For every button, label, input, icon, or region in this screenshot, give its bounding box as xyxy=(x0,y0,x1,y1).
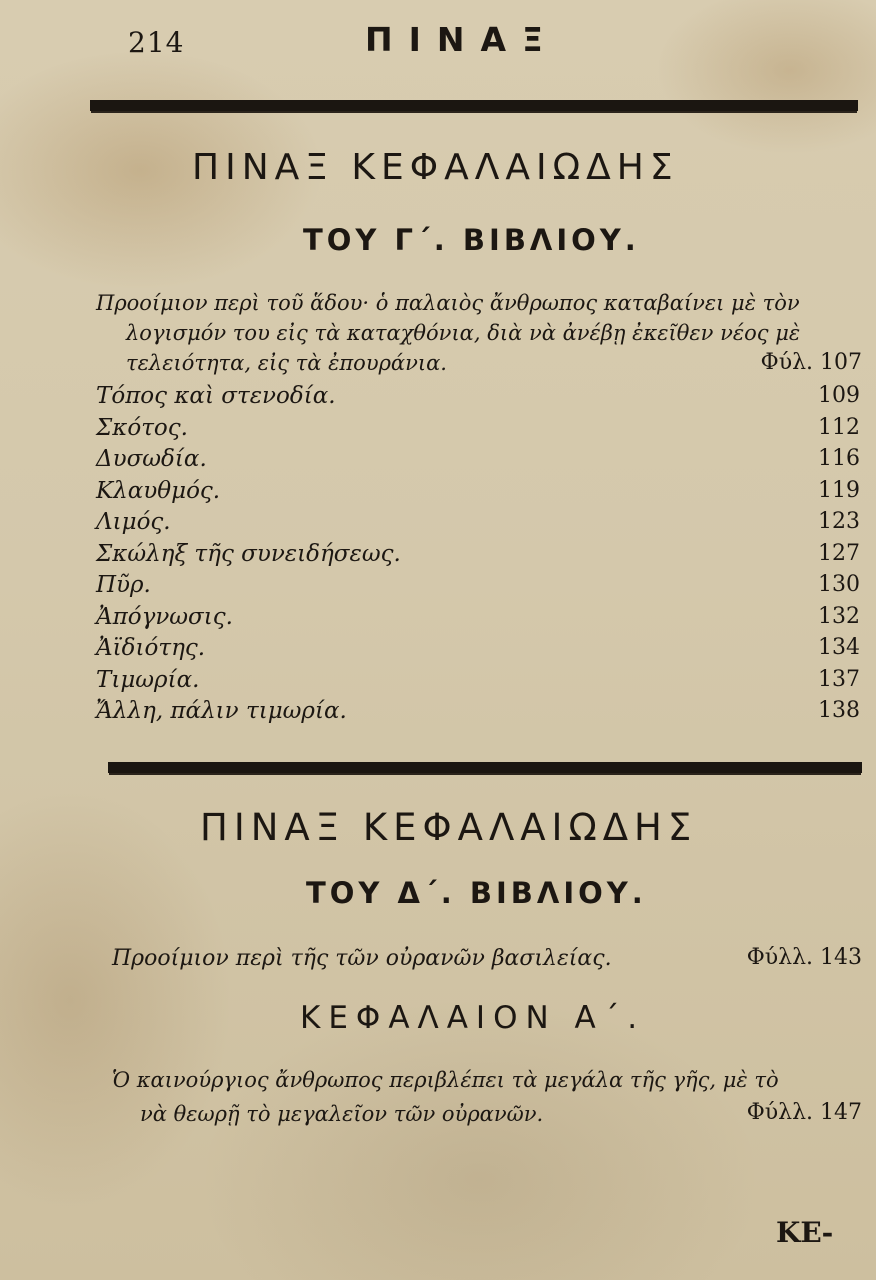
entry-page: 132 xyxy=(818,603,860,629)
list-item xyxy=(96,698,864,730)
book4-intro-folio: Φύλλ. 143 xyxy=(746,945,862,970)
list-item xyxy=(96,509,864,541)
middle-ornamental-rule xyxy=(108,762,862,773)
entry-label: Λιμός. xyxy=(96,509,171,535)
entry-label: Ἄλλη, πάλιν τιμωρία. xyxy=(96,698,347,724)
entry-page: 134 xyxy=(818,635,860,660)
top-ornamental-rule xyxy=(90,100,858,111)
book3-entry-list xyxy=(96,383,864,730)
entry-label: Τόπος καὶ στενοδία. xyxy=(96,383,336,409)
list-item xyxy=(96,383,864,415)
entry-page: 109 xyxy=(818,383,860,408)
entry-page: 119 xyxy=(818,477,860,503)
entry-label: Σκότος. xyxy=(96,414,188,441)
book3-intro-line-1: Προοίμιον περὶ τοῦ ἅδου· ὁ παλαιὸς ἄνθρωπος καταβαίνει μὲ τὸν xyxy=(96,291,800,315)
entry-page: 112 xyxy=(818,414,860,440)
entry-page: 116 xyxy=(818,446,860,471)
entry-page: 127 xyxy=(818,540,860,566)
entry-label: Ἀϊδιότης. xyxy=(96,635,206,661)
entry-label: Ἀπόγνωσις. xyxy=(96,603,233,630)
list-item xyxy=(96,635,864,667)
list-item xyxy=(96,415,864,447)
catchword: ΚΕ- xyxy=(776,1216,834,1249)
page-number: 214 xyxy=(128,26,185,59)
entry-page: 138 xyxy=(818,698,860,723)
book4-title: ΠΙΝΑΞ ΚΕΦΑΛΑΙΩΔΗΣ xyxy=(200,806,698,849)
entry-label: Σκώληξ τῆς συνειδήσεως. xyxy=(96,540,401,567)
list-item xyxy=(96,572,864,604)
chapter-heading: ΚΕΦΑΛΑΙΟΝ Α΄. xyxy=(300,1000,646,1036)
entry-page: 123 xyxy=(818,509,860,534)
book3-subtitle: ΤΟΥ Γ΄. ΒΙΒΛΙΟΥ. xyxy=(303,223,640,257)
running-title: ΠΙΝΑΞ xyxy=(365,20,559,59)
list-item xyxy=(96,478,864,510)
book4-subtitle: ΤΟΥ Δ΄. ΒΙΒΛΙΟΥ. xyxy=(306,876,647,910)
chapter-entry-line-2: νὰ θεωρῇ τὸ μεγαλεῖον τῶν οὐρανῶν. xyxy=(140,1102,544,1126)
entry-label: Δυσωδία. xyxy=(96,446,207,472)
book3-intro-folio: Φύλ. 107 xyxy=(760,350,862,375)
entry-label: Κλαυθμός. xyxy=(96,477,221,504)
entry-label: Πῦρ. xyxy=(96,572,151,598)
book3-intro-line-3: τελειότητα, εἰς τὰ ἐπουράνια. xyxy=(126,351,447,375)
book3-intro-line-2: λογισμόν του εἰς τὰ καταχθόνια, διὰ νὰ ἀνέβῃ ἐκεῖθεν νέος μὲ xyxy=(126,321,801,345)
entry-page: 137 xyxy=(818,666,860,692)
entry-label: Τιμωρία. xyxy=(96,666,200,693)
list-item xyxy=(96,604,864,636)
list-item xyxy=(96,446,864,478)
chapter-entry-folio: Φύλλ. 147 xyxy=(746,1100,862,1125)
book4-intro-text: Προοίμιον περὶ τῆς τῶν οὐρανῶν βασιλείας. xyxy=(112,946,612,971)
entry-page: 130 xyxy=(818,572,860,597)
list-item xyxy=(96,667,864,699)
list-item xyxy=(96,541,864,573)
book3-title: ΠΙΝΑΞ ΚΕΦΑΛΑΙΩΔΗΣ xyxy=(192,147,679,188)
chapter-entry-line-1: Ὁ καινούργιος ἄνθρωπος περιβλέπει τὰ μεγάλα τῆς γῆς, μὲ τὸ xyxy=(112,1068,779,1092)
